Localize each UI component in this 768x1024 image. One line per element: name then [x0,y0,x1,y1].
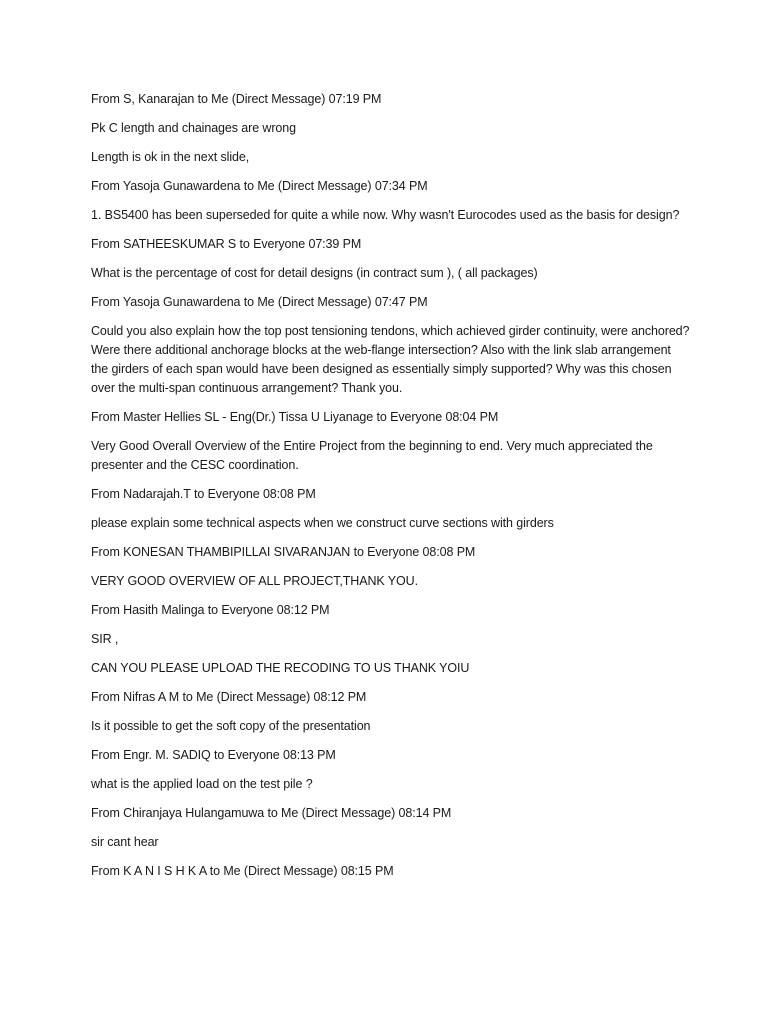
message-header: From S, Kanarajan to Me (Direct Message) 07:19 PM [91,92,382,106]
message-header: From Engr. M. SADIQ to Everyone 08:13 PM [91,748,336,762]
message-text: what is the applied load on the test pile ? [91,777,313,791]
message-header: From Yasoja Gunawardena to Me (Direct Message) 07:34 PM [91,179,428,193]
message-text: What is the percentage of cost for detail designs (in contract sum ), ( all packages) [91,266,538,280]
message-text: CAN YOU PLEASE UPLOAD THE RECODING TO US THANK YOIU [91,661,470,675]
message-text: VERY GOOD OVERVIEW OF ALL PROJECT,THANK YOU. [91,574,418,588]
message-text: sir cant hear [91,835,159,849]
message-text: Very Good Overall Overview of the Entire Project from the beginning to end. Very much appreciated the presenter and the CESC coordination. [91,439,653,472]
message-text: Pk C length and chainages are wrong [91,121,296,135]
message-header: From Master Hellies SL - Eng(Dr.) Tissa U Liyanage to Everyone 08:04 PM [91,410,499,424]
message-text: Is it possible to get the soft copy of the presentation [91,719,371,733]
message-header: From Yasoja Gunawardena to Me (Direct Message) 07:47 PM [91,295,428,309]
message-text: please explain some technical aspects when we construct curve sections with girders [91,516,554,530]
message-header: From KONESAN THAMBIPILLAI SIVARANJAN to Everyone 08:08 PM [91,545,476,559]
message-text: Could you also explain how the top post tensioning tendons, which achieved girder continuity, were anchored? Were there additional anchorage blocks at the web-flange intersection? Also with the link slab arrangement the girders of each span would have been designed as essentially simply supported? Why was this chosen over the multi-span continuous arrangement? Thank you. [91,324,690,395]
message-text: Length is ok in the next slide, [91,150,250,164]
message-text: 1. BS5400 has been superseded for quite a while now. Why wasn't Eurocodes used as the basis for design? [91,208,680,222]
message-header: From Nadarajah.T to Everyone 08:08 PM [91,487,316,501]
message-header: From SATHEESKUMAR S to Everyone 07:39 PM [91,237,362,251]
chat-transcript [91,90,691,891]
message-text: SIR , [91,632,119,646]
message-header: From Hasith Malinga to Everyone 08:12 PM [91,603,330,617]
message-header: From Chiranjaya Hulangamuwa to Me (Direct Message) 08:14 PM [91,806,452,820]
message-header: From Nifras A M to Me (Direct Message) 08:12 PM [91,690,367,704]
message-header: From K A N I S H K A to Me (Direct Message) 08:15 PM [91,864,394,878]
